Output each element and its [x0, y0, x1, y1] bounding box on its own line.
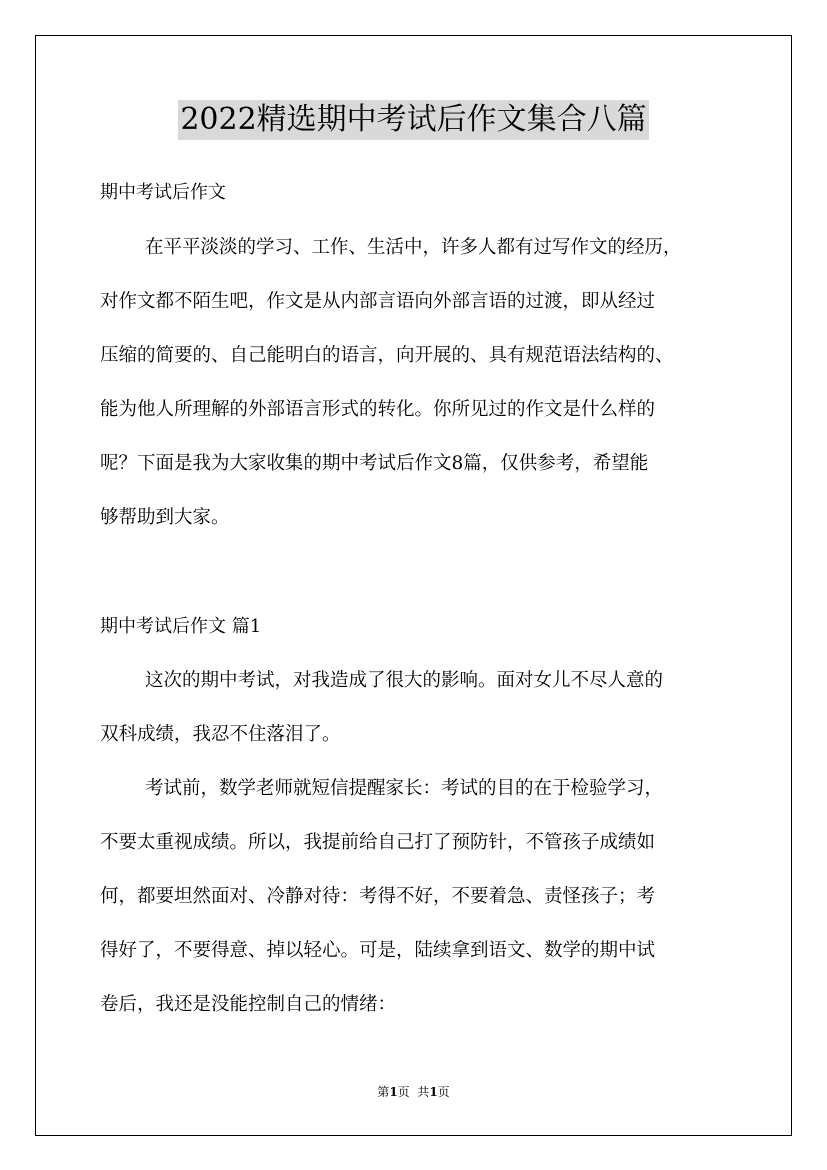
intro-line: 够帮助到大家。: [100, 507, 230, 528]
section-line: 卷后，我还是没能控制自己的情绪：: [100, 994, 397, 1015]
footer-prefix: 第: [377, 1085, 390, 1099]
footer-mid: 页 共: [397, 1085, 430, 1099]
section-line: 不要太重视成绩。所以，我提前给自己打了预防针，不管孩子成绩如: [100, 832, 656, 853]
document-title: 2022精选期中考试后作文集合八篇: [178, 100, 648, 140]
intro-line: 能为他人所理解的外部语言形式的转化。你所见过的作文是什么样的: [100, 399, 656, 420]
section-line: 双科成绩，我忍不住落泪了。: [100, 724, 341, 745]
page-footer: [0, 1084, 827, 1100]
footer-page-number: 1: [389, 1085, 398, 1099]
section-line: 考试前，数学老师就短信提醒家长：考试的目的在于检验学习，: [145, 778, 664, 799]
section-line: 何，都要坦然面对、冷静对待：考得不好，不要着急、责怪孩子；考: [100, 886, 656, 907]
section-line: 得好了，不要得意、掉以轻心。可是，陆续拿到语文、数学的期中试: [100, 940, 656, 961]
section-line: 这次的期中考试，对我造成了很大的影响。面对女儿不尽人意的: [145, 670, 664, 691]
footer-total-pages: 1: [429, 1085, 438, 1099]
intro-heading: 期中考试后作文: [100, 182, 226, 203]
intro-line: 压缩的简要的、自己能明白的语言，向开展的、具有规范语法结构的、: [100, 345, 674, 366]
footer-suffix: 页: [437, 1085, 450, 1099]
intro-line: 对作文都不陌生吧，作文是从内部言语向外部言语的过渡，即从经过: [100, 291, 656, 312]
intro-line: 在平平淡淡的学习、工作、生活中，许多人都有过写作文的经历，: [145, 237, 682, 258]
section-heading: 期中考试后作文 篇1: [100, 616, 262, 637]
title-container: [0, 100, 827, 140]
intro-line: 呢？下面是我为大家收集的期中考试后作文8篇，仅供参考，希望能: [100, 453, 649, 474]
